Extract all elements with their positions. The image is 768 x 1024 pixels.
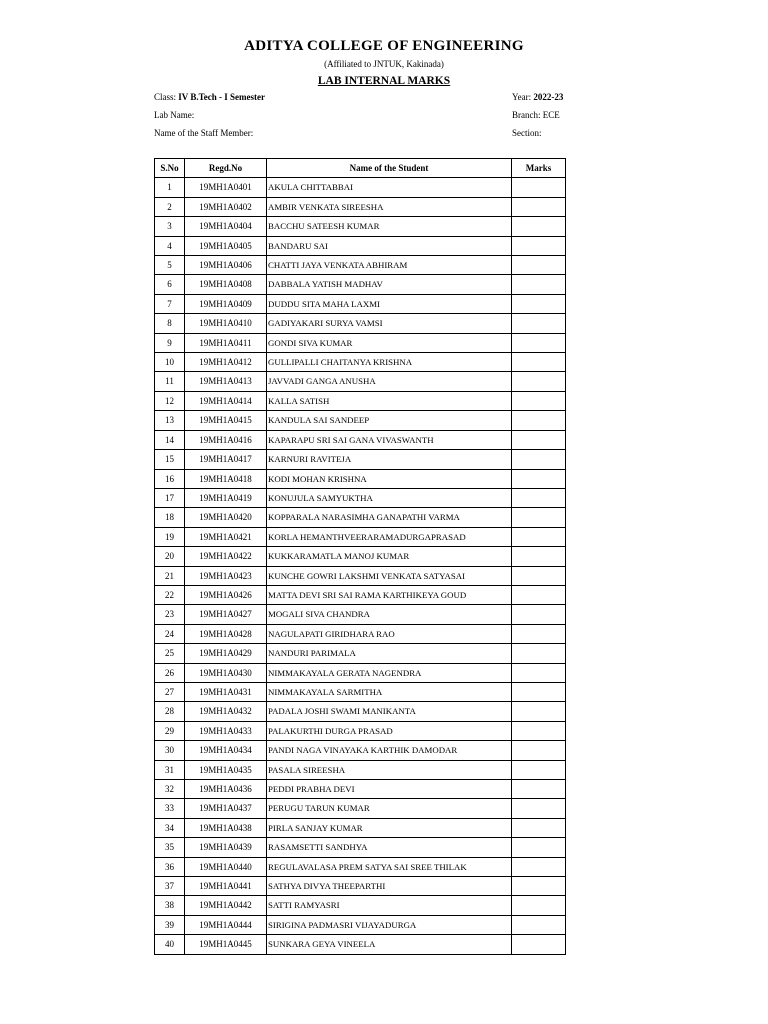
- table-row: [155, 294, 566, 313]
- row-sno: 28: [155, 702, 185, 721]
- row-student-name: JAVVADI GANGA ANUSHA: [267, 372, 512, 391]
- row-sno: 34: [155, 818, 185, 837]
- row-sno: 11: [155, 372, 185, 391]
- document-title: [0, 75, 768, 87]
- row-marks-cell[interactable]: [512, 217, 566, 236]
- row-marks-cell[interactable]: [512, 721, 566, 740]
- row-marks-cell[interactable]: [512, 896, 566, 915]
- row-sno: 3: [155, 217, 185, 236]
- row-student-name: KARNURI RAVITEJA: [267, 450, 512, 469]
- class-field: [154, 92, 265, 102]
- row-student-name: KALLA SATISH: [267, 391, 512, 410]
- row-sno: 22: [155, 585, 185, 604]
- college-name: ADITYA COLLEGE OF ENGINEERING: [244, 38, 524, 54]
- row-student-name: BANDARU SAI: [267, 236, 512, 255]
- row-marks-cell[interactable]: [512, 644, 566, 663]
- branch-value: ECE: [542, 110, 560, 120]
- row-marks-cell[interactable]: [512, 877, 566, 896]
- row-student-name: GADIYAKARI SURYA VAMSI: [267, 314, 512, 333]
- row-student-name: AMBIR VENKATA SIREESHA: [267, 197, 512, 216]
- row-regd-no: 19MH1A0417: [185, 450, 267, 469]
- row-student-name: RASAMSETTI SANDHYA: [267, 838, 512, 857]
- table-row: [155, 605, 566, 624]
- row-regd-no: 19MH1A0412: [185, 353, 267, 372]
- row-student-name: SUNKARA GEYA VINEELA: [267, 935, 512, 954]
- table-row: [155, 585, 566, 604]
- table-row: [155, 799, 566, 818]
- row-marks-cell[interactable]: [512, 236, 566, 255]
- row-student-name: MOGALI SIVA CHANDRA: [267, 605, 512, 624]
- row-student-name: DABBALA YATISH MADHAV: [267, 275, 512, 294]
- row-regd-no: 19MH1A0433: [185, 721, 267, 740]
- section-field: [512, 128, 542, 138]
- row-student-name: PIRLA SANJAY KUMAR: [267, 818, 512, 837]
- row-student-name: KANDULA SAI SANDEEP: [267, 411, 512, 430]
- row-regd-no: 19MH1A0406: [185, 256, 267, 275]
- row-student-name: KODI MOHAN KRISHNA: [267, 469, 512, 488]
- row-sno: 23: [155, 605, 185, 624]
- row-marks-cell[interactable]: [512, 391, 566, 410]
- row-sno: 19: [155, 527, 185, 546]
- header-student-name: Name of the Student: [267, 159, 512, 178]
- row-student-name: NAGULAPATI GIRIDHARA RAO: [267, 624, 512, 643]
- row-marks-cell[interactable]: [512, 566, 566, 585]
- table-row: [155, 547, 566, 566]
- table-row: [155, 508, 566, 527]
- row-student-name: KOPPARALA NARASIMHA GANAPATHI VARMA: [267, 508, 512, 527]
- row-marks-cell[interactable]: [512, 275, 566, 294]
- row-sno: 32: [155, 780, 185, 799]
- row-regd-no: 19MH1A0410: [185, 314, 267, 333]
- row-regd-no: 19MH1A0408: [185, 275, 267, 294]
- row-student-name: GONDI SIVA KUMAR: [267, 333, 512, 352]
- table-row: [155, 488, 566, 507]
- table-row: [155, 857, 566, 876]
- row-sno: 14: [155, 430, 185, 449]
- table-row: [155, 469, 566, 488]
- row-sno: 17: [155, 488, 185, 507]
- header-sno: S.No: [155, 159, 185, 178]
- row-regd-no: 19MH1A0416: [185, 430, 267, 449]
- row-marks-cell[interactable]: [512, 353, 566, 372]
- table-row: [155, 702, 566, 721]
- table-row: [155, 217, 566, 236]
- row-regd-no: 19MH1A0414: [185, 391, 267, 410]
- row-sno: 26: [155, 663, 185, 682]
- row-marks-cell[interactable]: [512, 411, 566, 430]
- row-sno: 40: [155, 935, 185, 954]
- row-marks-cell[interactable]: [512, 314, 566, 333]
- row-regd-no: 19MH1A0428: [185, 624, 267, 643]
- table-row: [155, 566, 566, 585]
- row-regd-no: 19MH1A0418: [185, 469, 267, 488]
- row-regd-no: 19MH1A0420: [185, 508, 267, 527]
- row-regd-no: 19MH1A0437: [185, 799, 267, 818]
- table-row: [155, 682, 566, 701]
- section-label: Section:: [512, 128, 542, 138]
- header-marks: Marks: [512, 159, 566, 178]
- table-row: [155, 236, 566, 255]
- row-regd-no: 19MH1A0442: [185, 896, 267, 915]
- row-regd-no: 19MH1A0440: [185, 857, 267, 876]
- row-student-name: NIMMAKAYALA SARMITHA: [267, 682, 512, 701]
- row-sno: 9: [155, 333, 185, 352]
- row-marks-cell[interactable]: [512, 818, 566, 837]
- row-regd-no: 19MH1A0441: [185, 877, 267, 896]
- row-marks-cell[interactable]: [512, 780, 566, 799]
- row-sno: 30: [155, 741, 185, 760]
- row-sno: 24: [155, 624, 185, 643]
- table-row: [155, 178, 566, 197]
- row-student-name: KORLA HEMANTHVEERARAMADURGAPRASAD: [267, 527, 512, 546]
- row-marks-cell[interactable]: [512, 294, 566, 313]
- header-regd-no: Regd.No: [185, 159, 267, 178]
- year-value: 2022-23: [533, 92, 564, 102]
- lab-name-field: [154, 110, 194, 120]
- branch-field: [512, 110, 560, 120]
- table-row: [155, 877, 566, 896]
- row-marks-cell[interactable]: [512, 372, 566, 391]
- row-student-name: SATTI RAMYASRI: [267, 896, 512, 915]
- row-sno: 36: [155, 857, 185, 876]
- row-student-name: REGULAVALASA PREM SATYA SAI SREE THILAK: [267, 857, 512, 876]
- row-regd-no: 19MH1A0430: [185, 663, 267, 682]
- row-student-name: AKULA CHITTABBAI: [267, 178, 512, 197]
- row-regd-no: 19MH1A0422: [185, 547, 267, 566]
- row-sno: 6: [155, 275, 185, 294]
- table-row: [155, 314, 566, 333]
- row-student-name: PANDI NAGA VINAYAKA KARTHIK DAMODAR: [267, 741, 512, 760]
- row-marks-cell[interactable]: [512, 682, 566, 701]
- table-row: [155, 741, 566, 760]
- table-row: [155, 935, 566, 954]
- table-row: [155, 663, 566, 682]
- row-marks-cell[interactable]: [512, 857, 566, 876]
- table-row: [155, 275, 566, 294]
- table-row: [155, 450, 566, 469]
- row-regd-no: 19MH1A0439: [185, 838, 267, 857]
- class-value: IV B.Tech - I Semester: [178, 92, 266, 102]
- row-sno: 37: [155, 877, 185, 896]
- row-regd-no: 19MH1A0409: [185, 294, 267, 313]
- row-sno: 35: [155, 838, 185, 857]
- row-marks-cell[interactable]: [512, 547, 566, 566]
- row-sno: 13: [155, 411, 185, 430]
- row-marks-cell[interactable]: [512, 469, 566, 488]
- row-marks-cell[interactable]: [512, 178, 566, 197]
- table-row: [155, 760, 566, 779]
- table-row: [155, 896, 566, 915]
- row-marks-cell[interactable]: [512, 624, 566, 643]
- row-sno: 25: [155, 644, 185, 663]
- row-regd-no: 19MH1A0404: [185, 217, 267, 236]
- row-regd-no: 19MH1A0401: [185, 178, 267, 197]
- row-marks-cell[interactable]: [512, 488, 566, 507]
- marks-table: [154, 158, 566, 955]
- row-student-name: KUKKARAMATLA MANOJ KUMAR: [267, 547, 512, 566]
- row-sno: 4: [155, 236, 185, 255]
- row-student-name: NANDURI PARIMALA: [267, 644, 512, 663]
- row-marks-cell[interactable]: [512, 799, 566, 818]
- row-marks-cell[interactable]: [512, 508, 566, 527]
- row-regd-no: 19MH1A0415: [185, 411, 267, 430]
- table-row: [155, 527, 566, 546]
- row-regd-no: 19MH1A0432: [185, 702, 267, 721]
- row-regd-no: 19MH1A0413: [185, 372, 267, 391]
- row-student-name: PEDDI PRABHA DEVI: [267, 780, 512, 799]
- row-sno: 7: [155, 294, 185, 313]
- row-sno: 16: [155, 469, 185, 488]
- row-marks-cell[interactable]: [512, 605, 566, 624]
- row-regd-no: 19MH1A0434: [185, 741, 267, 760]
- row-regd-no: 19MH1A0423: [185, 566, 267, 585]
- row-student-name: PADALA JOSHI SWAMI MANIKANTA: [267, 702, 512, 721]
- table-row: [155, 372, 566, 391]
- row-sno: 8: [155, 314, 185, 333]
- row-sno: 20: [155, 547, 185, 566]
- table-row: [155, 838, 566, 857]
- table-row: [155, 333, 566, 352]
- row-student-name: CHATTI JAYA VENKATA ABHIRAM: [267, 256, 512, 275]
- row-marks-cell[interactable]: [512, 256, 566, 275]
- row-regd-no: 19MH1A0429: [185, 644, 267, 663]
- table-row: [155, 256, 566, 275]
- row-student-name: PASALA SIREESHA: [267, 760, 512, 779]
- row-sno: 39: [155, 915, 185, 934]
- table-row: [155, 411, 566, 430]
- table-header-row: [155, 159, 566, 178]
- row-student-name: KONUJULA SAMYUKTHA: [267, 488, 512, 507]
- row-sno: 18: [155, 508, 185, 527]
- row-student-name: PALAKURTHI DURGA PRASAD: [267, 721, 512, 740]
- lab-name-label: Lab Name:: [154, 110, 195, 120]
- table-row: [155, 721, 566, 740]
- row-regd-no: 19MH1A0435: [185, 760, 267, 779]
- table-row: [155, 915, 566, 934]
- row-marks-cell[interactable]: [512, 450, 566, 469]
- table-row: [155, 391, 566, 410]
- row-regd-no: 19MH1A0436: [185, 780, 267, 799]
- row-regd-no: 19MH1A0444: [185, 915, 267, 934]
- row-sno: 2: [155, 197, 185, 216]
- row-marks-cell[interactable]: [512, 702, 566, 721]
- row-marks-cell[interactable]: [512, 527, 566, 546]
- row-sno: 31: [155, 760, 185, 779]
- row-regd-no: 19MH1A0419: [185, 488, 267, 507]
- table-row: [155, 644, 566, 663]
- branch-label: Branch:: [512, 110, 543, 120]
- row-sno: 29: [155, 721, 185, 740]
- table-row: [155, 353, 566, 372]
- row-sno: 33: [155, 799, 185, 818]
- row-student-name: DUDDU SITA MAHA LAXMI: [267, 294, 512, 313]
- row-regd-no: 19MH1A0438: [185, 818, 267, 837]
- table-row: [155, 430, 566, 449]
- row-student-name: BACCHU SATEESH KUMAR: [267, 217, 512, 236]
- row-marks-cell[interactable]: [512, 585, 566, 604]
- row-student-name: KUNCHE GOWRI LAKSHMI VENKATA SATYASAI: [267, 566, 512, 585]
- row-marks-cell[interactable]: [512, 197, 566, 216]
- row-marks-cell[interactable]: [512, 760, 566, 779]
- year-field: [512, 92, 563, 102]
- row-sno: 1: [155, 178, 185, 197]
- row-marks-cell[interactable]: [512, 915, 566, 934]
- row-regd-no: 19MH1A0426: [185, 585, 267, 604]
- row-regd-no: 19MH1A0431: [185, 682, 267, 701]
- row-sno: 27: [155, 682, 185, 701]
- row-student-name: PERUGU TARUN KUMAR: [267, 799, 512, 818]
- row-sno: 15: [155, 450, 185, 469]
- row-regd-no: 19MH1A0411: [185, 333, 267, 352]
- row-sno: 5: [155, 256, 185, 275]
- year-label: Year:: [512, 92, 534, 102]
- affiliation-line: (Affiliated to JNTUK, Kakinada): [324, 59, 444, 69]
- row-student-name: GULLIPALLI CHAITANYA KRISHNA: [267, 353, 512, 372]
- table-row: [155, 818, 566, 837]
- row-regd-no: 19MH1A0402: [185, 197, 267, 216]
- row-marks-cell[interactable]: [512, 430, 566, 449]
- document-title-text: LAB INTERNAL MARKS: [317, 75, 451, 87]
- row-sno: 21: [155, 566, 185, 585]
- row-sno: 38: [155, 896, 185, 915]
- table-row: [155, 624, 566, 643]
- row-marks-cell[interactable]: [512, 741, 566, 760]
- row-student-name: NIMMAKAYALA GERATA NAGENDRA: [267, 663, 512, 682]
- row-student-name: MATTA DEVI SRI SAI RAMA KARTHIKEYA GOUD: [267, 585, 512, 604]
- row-regd-no: 19MH1A0421: [185, 527, 267, 546]
- row-regd-no: 19MH1A0445: [185, 935, 267, 954]
- table-row: [155, 780, 566, 799]
- table-row: [155, 197, 566, 216]
- class-label: Class:: [154, 92, 179, 102]
- row-student-name: KAPARAPU SRI SAI GANA VIVASWANTH: [267, 430, 512, 449]
- row-regd-no: 19MH1A0405: [185, 236, 267, 255]
- row-marks-cell[interactable]: [512, 935, 566, 954]
- row-marks-cell[interactable]: [512, 838, 566, 857]
- row-student-name: SIRIGINA PADMASRI VIJAYADURGA: [267, 915, 512, 934]
- row-marks-cell[interactable]: [512, 333, 566, 352]
- row-sno: 12: [155, 391, 185, 410]
- row-regd-no: 19MH1A0427: [185, 605, 267, 624]
- row-sno: 10: [155, 353, 185, 372]
- staff-field: [154, 128, 253, 138]
- row-marks-cell[interactable]: [512, 663, 566, 682]
- table-body: [155, 178, 566, 954]
- staff-label: Name of the Staff Member:: [154, 128, 254, 138]
- row-student-name: SATHYA DIVYA THEEPARTHI: [267, 877, 512, 896]
